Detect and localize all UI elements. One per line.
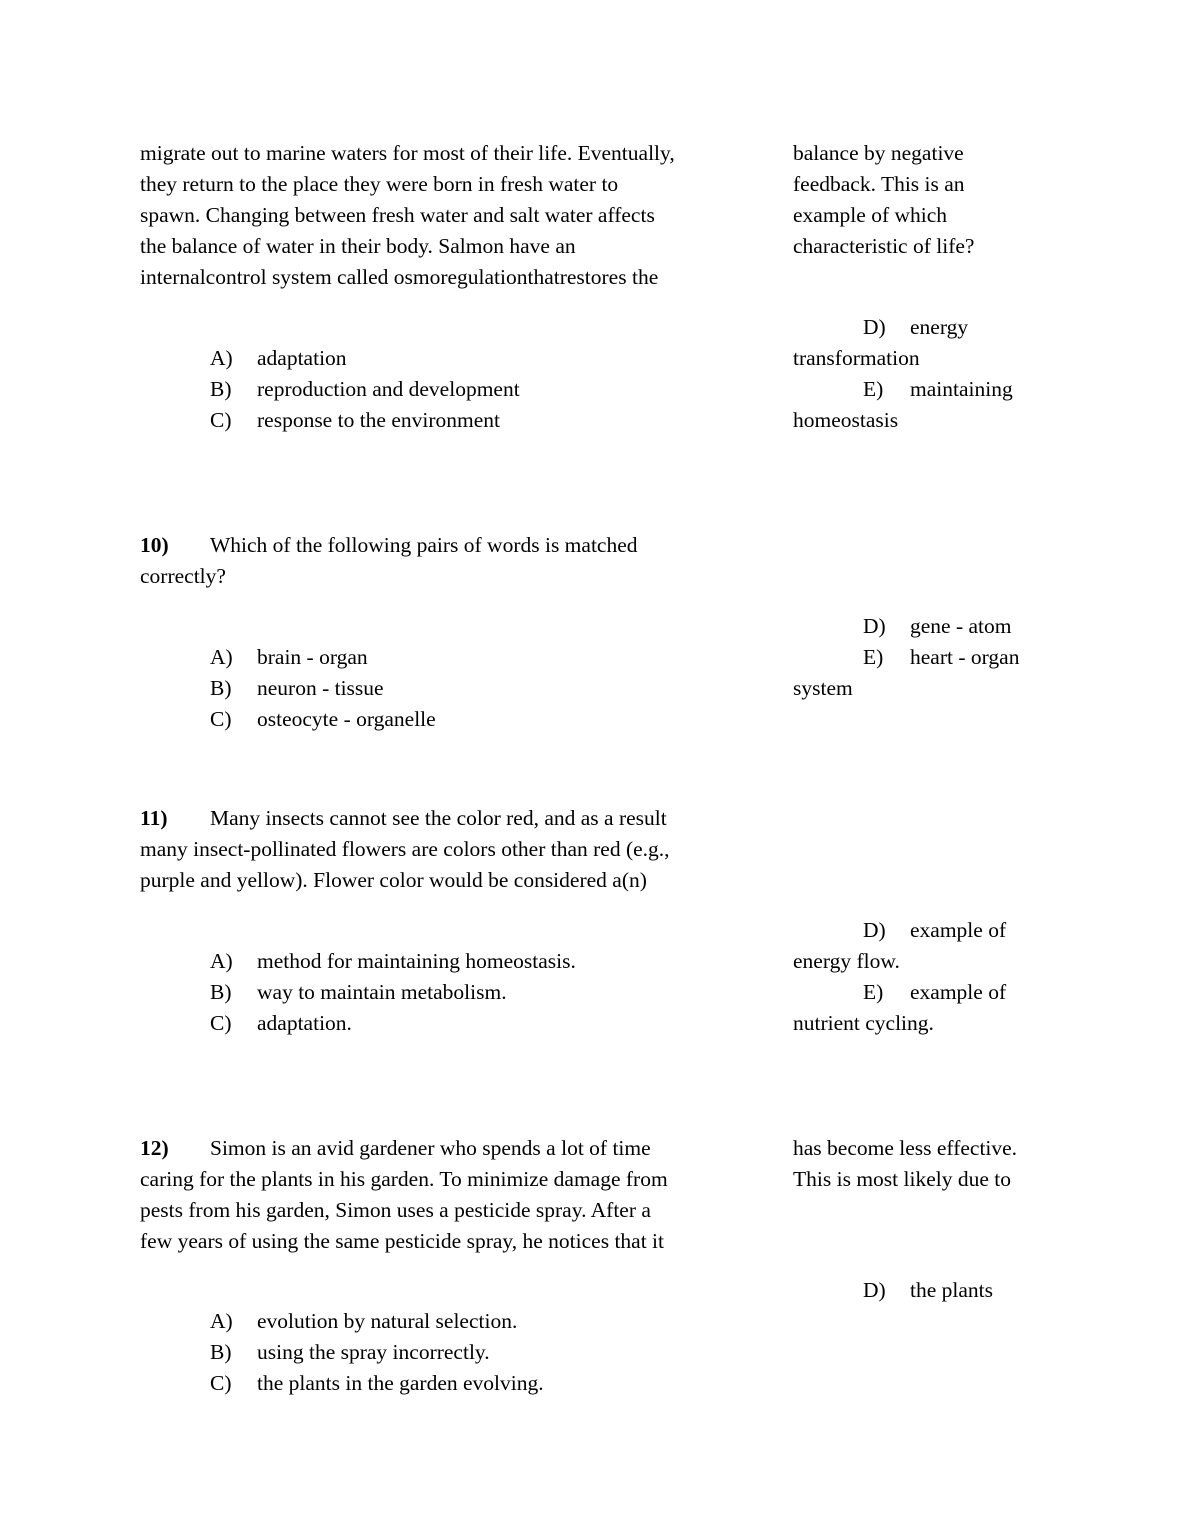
q12-option-a — [210, 1306, 517, 1337]
q9-option-b — [210, 374, 520, 405]
q9-stem-line-right: balance by negative — [793, 141, 964, 165]
option-text: example of — [910, 980, 1007, 1004]
q12-stem-line: few years of using the same pesticide spray, he notices that it — [140, 1229, 664, 1253]
q9-stem-line-right: characteristic of life? — [793, 234, 975, 258]
q9-option-d — [863, 312, 968, 343]
option-letter: B) — [210, 1340, 232, 1364]
option-letter: B) — [210, 377, 232, 401]
option-letter: D) — [863, 918, 886, 942]
option-text: method for maintaining homeostasis. — [257, 949, 576, 973]
option-letter: D) — [863, 1278, 886, 1302]
q12-stem-line-right: This is most likely due to — [793, 1167, 1011, 1191]
q12-option-c — [210, 1368, 544, 1399]
q12-stem-line — [140, 1133, 651, 1164]
q11-option-b — [210, 977, 507, 1008]
q10-option-a — [210, 642, 368, 673]
q10-stem-line: correctly? — [140, 564, 226, 588]
q9-stem-line: internalcontrol system called osmoregulationthatrestores the — [140, 265, 659, 289]
option-text: heart - organ — [910, 645, 1020, 669]
q9-option-e-continuation: homeostasis — [793, 408, 899, 432]
q10-option-d — [863, 611, 1012, 642]
q9-stem-line: migrate out to marine waters for most of their life. Eventually, — [140, 141, 675, 165]
q10-option-b — [210, 673, 384, 704]
q11-option-d — [863, 915, 1006, 946]
q9-stem-line: spawn. Changing between fresh water and salt water affects — [140, 203, 655, 227]
q11-option-a — [210, 946, 576, 977]
option-text: maintaining — [910, 377, 1013, 401]
option-letter: C) — [210, 707, 232, 731]
q11-stem-line — [140, 803, 667, 834]
q9-stem-line: the balance of water in their body. Salmon have an — [140, 234, 576, 258]
option-letter: A) — [210, 346, 233, 370]
q9-option-d-continuation: transformation — [793, 346, 920, 370]
option-letter: C) — [210, 408, 232, 432]
q10-option-e — [863, 642, 1019, 673]
q9-stem-line: they return to the place they were born in fresh water to — [140, 172, 619, 196]
q12-option-d — [863, 1275, 993, 1306]
q11-stem-line: purple and yellow). Flower color would be considered a(n) — [140, 868, 647, 892]
option-text: adaptation. — [257, 1011, 352, 1035]
option-text: using the spray incorrectly. — [257, 1340, 490, 1364]
option-letter: A) — [210, 949, 233, 973]
q9-option-e — [863, 374, 1013, 405]
option-text: energy — [910, 315, 969, 339]
q11-option-c — [210, 1008, 352, 1039]
question-number: 10) — [140, 533, 169, 557]
option-text: way to maintain metabolism. — [257, 980, 507, 1004]
option-letter: E) — [863, 980, 884, 1004]
option-letter: E) — [863, 377, 884, 401]
option-letter: A) — [210, 1309, 233, 1333]
q12-stem-line: caring for the plants in his garden. To minimize damage from — [140, 1167, 668, 1191]
q12-option-b — [210, 1337, 490, 1368]
option-text: the plants in the garden evolving. — [257, 1371, 544, 1395]
option-text: reproduction and development — [257, 377, 520, 401]
option-letter: C) — [210, 1011, 232, 1035]
option-text: neuron - tissue — [257, 676, 384, 700]
option-text: gene - atom — [910, 614, 1012, 638]
option-letter: A) — [210, 645, 233, 669]
q12-stem-text: Simon is an avid gardener who spends a lot of time — [210, 1136, 651, 1160]
option-letter: D) — [863, 315, 886, 339]
q11-stem-line: many insect-pollinated flowers are colors other than red (e.g., — [140, 837, 670, 861]
q11-stem-text: Many insects cannot see the color red, and as a result — [210, 806, 667, 830]
q12-stem-line-right: has become less effective. — [793, 1136, 1018, 1160]
option-letter: C) — [210, 1371, 232, 1395]
question-number: 12) — [140, 1136, 169, 1160]
option-text: adaptation — [257, 346, 347, 370]
q12-stem-line: pests from his garden, Simon uses a pesticide spray. After a — [140, 1198, 651, 1222]
q10-stem-text: Which of the following pairs of words is matched — [210, 533, 638, 557]
option-text: example of — [910, 918, 1007, 942]
question-number: 11) — [140, 806, 168, 830]
option-letter: B) — [210, 676, 232, 700]
option-letter: B) — [210, 980, 232, 1004]
q11-option-d-continuation: energy flow. — [793, 949, 900, 973]
q10-option-c — [210, 704, 436, 735]
option-text: osteocyte - organelle — [257, 707, 436, 731]
option-letter: D) — [863, 614, 886, 638]
q11-option-e-continuation: nutrient cycling. — [793, 1011, 934, 1035]
q9-stem-line-right: example of which — [793, 203, 948, 227]
q9-stem-line-right: feedback. This is an — [793, 172, 965, 196]
q10-option-e-continuation: system — [793, 676, 853, 700]
q9-option-c — [210, 405, 500, 436]
option-text: evolution by natural selection. — [257, 1309, 518, 1333]
q9-option-a — [210, 343, 347, 374]
q11-option-e — [863, 977, 1006, 1008]
q10-stem-line — [140, 530, 638, 561]
option-text: the plants — [910, 1278, 993, 1302]
option-text: brain - organ — [257, 645, 368, 669]
option-text: response to the environment — [257, 408, 501, 432]
option-letter: E) — [863, 645, 884, 669]
